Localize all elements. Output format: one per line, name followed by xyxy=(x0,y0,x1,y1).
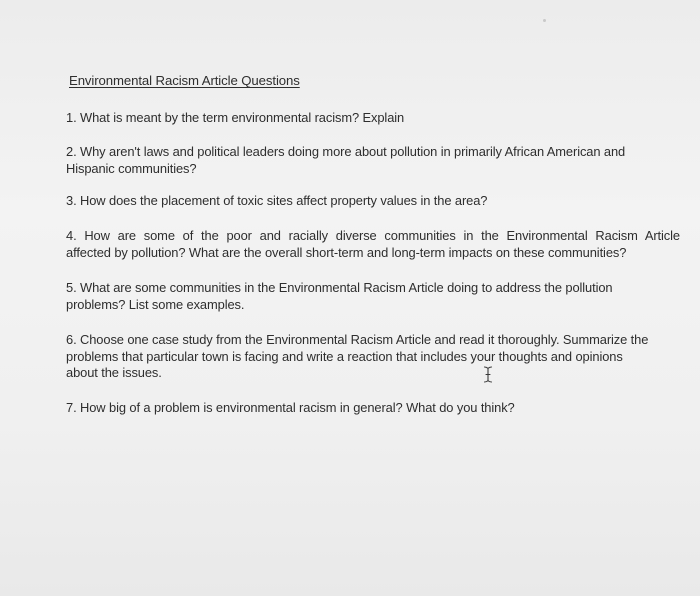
question-3 xyxy=(66,193,487,210)
question-4 xyxy=(66,228,680,261)
dust-speck xyxy=(543,19,546,22)
question-2 xyxy=(66,144,625,177)
question-1-line-1: 1. What is meant by the term environmental racism? Explain xyxy=(66,110,405,125)
question-6-line-1: 6. Choose one case study from the Environmental Racism Article and read it thoroughly. Summarize the xyxy=(66,332,649,347)
question-6 xyxy=(66,332,671,382)
question-4-line-2: affected by pollution? What are the overall short-term and long-term impacts on these communities? xyxy=(66,244,627,260)
question-2-line-2: Hispanic communities? xyxy=(66,160,197,176)
question-1 xyxy=(66,110,404,127)
question-7-line-1: 7. How big of a problem is environmental racism in general? What do you think? xyxy=(66,400,515,415)
question-6-line-3: about the issues. xyxy=(66,365,162,380)
question-2-line-1: 2. Why aren't laws and political leaders doing more about pollution in primarily African American and xyxy=(66,144,626,159)
text-cursor-icon xyxy=(483,366,493,383)
question-5-line-2: problems? List some examples. xyxy=(66,296,245,312)
document-title: Environmental Racism Article Questions xyxy=(69,73,300,88)
question-7 xyxy=(66,400,515,417)
question-5 xyxy=(66,280,613,313)
question-6-line-2: problems that particular town is facing and write a reaction that includes your thoughts and opinions xyxy=(66,348,623,364)
question-5-line-1: 5. What are some communities in the Environmental Racism Article doing to address the pollution xyxy=(66,280,613,295)
question-4-line-1: 4. How are some of the poor and racially diverse communities in the Environmental Racism Article xyxy=(66,228,680,243)
question-3-line-1: 3. How does the placement of toxic sites affect property values in the area? xyxy=(66,193,488,208)
